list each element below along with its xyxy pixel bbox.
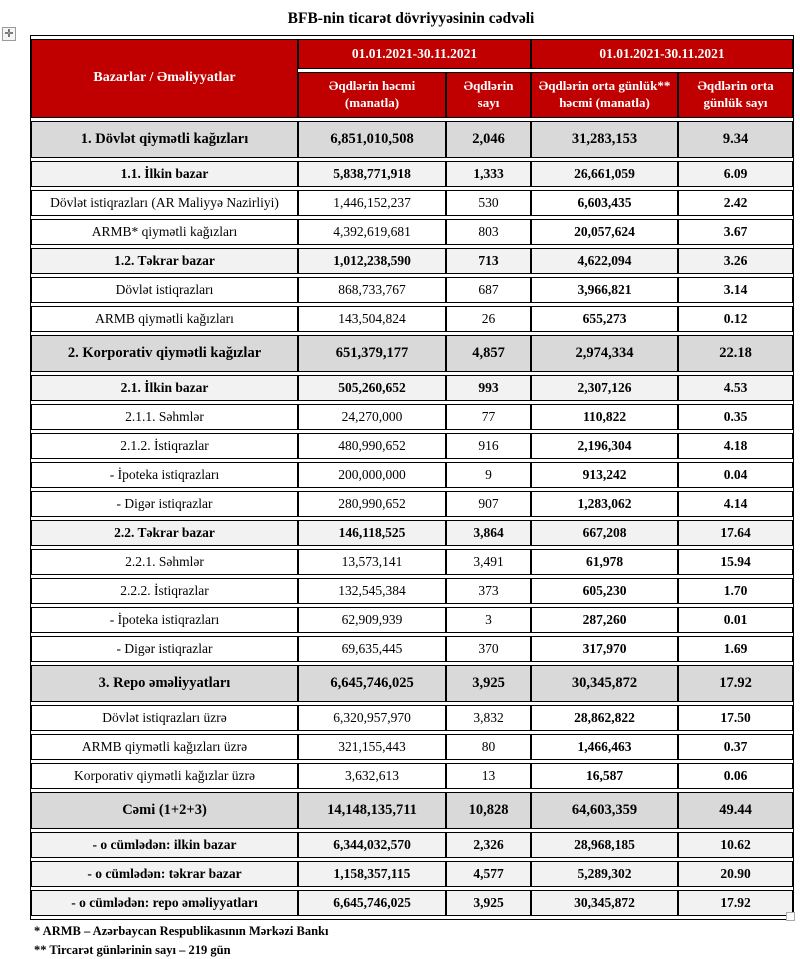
row-value: 20,057,624 xyxy=(531,219,678,245)
row-label: - Digər istiqrazlar xyxy=(31,636,298,662)
row-value: 28,968,185 xyxy=(531,832,678,858)
row-value: 0.37 xyxy=(678,734,793,760)
row-value: 4,622,094 xyxy=(531,248,678,274)
footnote-armb: * ARMB – Azərbaycan Respublikasının Mərkəzi Bankı xyxy=(34,923,329,938)
table-row xyxy=(31,549,793,575)
row-value: 370 xyxy=(446,636,531,662)
row-value: 77 xyxy=(446,404,531,430)
row-label: Dövlət istiqrazları xyxy=(31,277,298,303)
table-row xyxy=(31,462,793,488)
row-value: 4.18 xyxy=(678,433,793,459)
row-value: 14,148,135,711 xyxy=(298,792,446,829)
row-label: 2.1. İlkin bazar xyxy=(31,375,298,401)
period-header-cell: 01.01.2021-30.11.2021 xyxy=(531,39,793,69)
row-value: 6,603,435 xyxy=(531,190,678,216)
row-value: 5,838,771,918 xyxy=(298,161,446,187)
row-value: 28,862,822 xyxy=(531,705,678,731)
column-header-daily-count: Əqdlərin orta günlük sayı xyxy=(678,72,793,118)
row-value: 605,230 xyxy=(531,578,678,604)
row-label: - İpoteka istiqrazları xyxy=(31,462,298,488)
row-label: - Digər istiqrazlar xyxy=(31,491,298,517)
row-value: 6,645,746,025 xyxy=(298,665,446,702)
row-label: 2.2. Təkrar bazar xyxy=(31,520,298,546)
row-label: ARMB* qiymətli kağızları xyxy=(31,219,298,245)
table-resize-handle-icon[interactable] xyxy=(786,912,795,921)
row-label: 1.2. Təkrar bazar xyxy=(31,248,298,274)
row-value: 64,603,359 xyxy=(531,792,678,829)
table-row xyxy=(31,520,793,546)
row-value: 2,307,126 xyxy=(531,375,678,401)
row-label: 2.2.2. İstiqrazlar xyxy=(31,578,298,604)
row-value: 530 xyxy=(446,190,531,216)
row-value: 2,326 xyxy=(446,832,531,858)
row-value: 3,966,821 xyxy=(531,277,678,303)
row-label: Korporativ qiymətli kağızlar üzrə xyxy=(31,763,298,789)
row-value: 69,635,445 xyxy=(298,636,446,662)
row-value: 907 xyxy=(446,491,531,517)
row-value: 803 xyxy=(446,219,531,245)
row-value: 3.26 xyxy=(678,248,793,274)
table-row xyxy=(31,306,793,332)
table-row xyxy=(31,190,793,216)
row-value: 9.34 xyxy=(678,121,793,158)
trade-turnover-table xyxy=(30,35,794,920)
row-value: 30,345,872 xyxy=(531,890,678,916)
row-label: - İpoteka istiqrazları xyxy=(31,607,298,633)
table-row xyxy=(31,636,793,662)
table-row xyxy=(31,161,793,187)
row-value: 913,242 xyxy=(531,462,678,488)
table-row xyxy=(31,219,793,245)
table-row xyxy=(31,248,793,274)
table-row xyxy=(31,792,793,829)
row-value: 31,283,153 xyxy=(531,121,678,158)
row-value: 30,345,872 xyxy=(531,665,678,702)
row-value: 13,573,141 xyxy=(298,549,446,575)
row-value: 373 xyxy=(446,578,531,604)
row-value: 17.92 xyxy=(678,665,793,702)
row-value: 2.42 xyxy=(678,190,793,216)
row-value: 0.06 xyxy=(678,763,793,789)
row-value: 3,832 xyxy=(446,705,531,731)
row-label: - o cümlədən: repo əməliyyatları xyxy=(31,890,298,916)
row-value: 49.44 xyxy=(678,792,793,829)
row-value: 4.14 xyxy=(678,491,793,517)
row-value: 2,046 xyxy=(446,121,531,158)
row-label: Dövlət istiqrazları üzrə xyxy=(31,705,298,731)
row-label: 2.1.2. İstiqrazlar xyxy=(31,433,298,459)
footnotes xyxy=(34,922,800,959)
table-row xyxy=(31,277,793,303)
row-value: 6,344,032,570 xyxy=(298,832,446,858)
table-row xyxy=(31,433,793,459)
row-value: 0.35 xyxy=(678,404,793,430)
row-value: 0.04 xyxy=(678,462,793,488)
row-value: 0.01 xyxy=(678,607,793,633)
row-value: 15.94 xyxy=(678,549,793,575)
row-value: 2,196,304 xyxy=(531,433,678,459)
table-row xyxy=(31,734,793,760)
row-value: 200,000,000 xyxy=(298,462,446,488)
row-value: 22.18 xyxy=(678,335,793,372)
table-row xyxy=(31,861,793,887)
table-row xyxy=(31,491,793,517)
row-label: 3. Repo əməliyyatları xyxy=(31,665,298,702)
row-value: 62,909,939 xyxy=(298,607,446,633)
row-value: 6.09 xyxy=(678,161,793,187)
row-value: 146,118,525 xyxy=(298,520,446,546)
row-value: 6,851,010,508 xyxy=(298,121,446,158)
row-value: 1,158,357,115 xyxy=(298,861,446,887)
row-label: 2.1.1. Səhmlər xyxy=(31,404,298,430)
row-value: 4,577 xyxy=(446,861,531,887)
row-value: 655,273 xyxy=(531,306,678,332)
table-body xyxy=(31,121,793,916)
table-title: BFB-nin ticarət dövriyyəsinin cədvəli xyxy=(287,10,535,27)
row-value: 4.53 xyxy=(678,375,793,401)
row-value: 9 xyxy=(446,462,531,488)
row-value: 143,504,824 xyxy=(298,306,446,332)
row-value: 16,587 xyxy=(531,763,678,789)
row-value: 3.14 xyxy=(678,277,793,303)
row-label: 2.2.1. Səhmlər xyxy=(31,549,298,575)
table-row xyxy=(31,578,793,604)
table-row xyxy=(31,607,793,633)
row-value: 3,632,613 xyxy=(298,763,446,789)
row-value: 3 xyxy=(446,607,531,633)
row-value: 26,661,059 xyxy=(531,161,678,187)
row-value: 1,446,152,237 xyxy=(298,190,446,216)
period-header-cell: 01.01.2021-30.11.2021 xyxy=(298,39,531,69)
row-value: 110,822 xyxy=(531,404,678,430)
row-value: 17.64 xyxy=(678,520,793,546)
row-value: 17.50 xyxy=(678,705,793,731)
row-label: 2. Korporativ qiymətli kağızlar xyxy=(31,335,298,372)
row-value: 916 xyxy=(446,433,531,459)
row-value: 3,864 xyxy=(446,520,531,546)
row-value: 287,260 xyxy=(531,607,678,633)
row-value: 3.67 xyxy=(678,219,793,245)
row-value: 6,320,957,970 xyxy=(298,705,446,731)
row-value: 5,289,302 xyxy=(531,861,678,887)
row-value: 26 xyxy=(446,306,531,332)
corner-header-cell: Bazarlar / Əməliyyatlar xyxy=(31,39,298,118)
row-value: 317,970 xyxy=(531,636,678,662)
row-value: 505,260,652 xyxy=(298,375,446,401)
row-value: 24,270,000 xyxy=(298,404,446,430)
row-label: - o cümlədən: ilkin bazar xyxy=(31,832,298,858)
row-value: 667,208 xyxy=(531,520,678,546)
table-row xyxy=(31,832,793,858)
row-label: 1.1. İlkin bazar xyxy=(31,161,298,187)
row-value: 1,333 xyxy=(446,161,531,187)
table-move-handle-icon[interactable]: ✛ xyxy=(2,27,16,41)
row-value: 0.12 xyxy=(678,306,793,332)
row-value: 20.90 xyxy=(678,861,793,887)
column-header-volume: Əqdlərin həcmi (manatla) xyxy=(298,72,446,118)
table-row xyxy=(31,404,793,430)
row-value: 1,012,238,590 xyxy=(298,248,446,274)
row-value: 713 xyxy=(446,248,531,274)
row-value: 61,978 xyxy=(531,549,678,575)
table-row xyxy=(31,121,793,158)
row-value: 1.69 xyxy=(678,636,793,662)
row-value: 132,545,384 xyxy=(298,578,446,604)
row-label: Dövlət istiqrazları (AR Maliyyə Nazirliyi) xyxy=(31,190,298,216)
row-label: - o cümlədən: təkrar bazar xyxy=(31,861,298,887)
column-header-daily-volume: Əqdlərin orta günlük** həcmi (manatla) xyxy=(531,72,678,118)
row-value: 1,283,062 xyxy=(531,491,678,517)
table-row xyxy=(31,665,793,702)
row-label: 1. Dövlət qiymətli kağızları xyxy=(31,121,298,158)
row-value: 280,990,652 xyxy=(298,491,446,517)
row-value: 4,857 xyxy=(446,335,531,372)
row-value: 80 xyxy=(446,734,531,760)
table-row xyxy=(31,705,793,731)
row-value: 17.92 xyxy=(678,890,793,916)
row-value: 1.70 xyxy=(678,578,793,604)
row-value: 321,155,443 xyxy=(298,734,446,760)
row-value: 4,392,619,681 xyxy=(298,219,446,245)
row-value: 993 xyxy=(446,375,531,401)
column-header-count: Əqdlərin sayı xyxy=(446,72,531,118)
table-row xyxy=(31,763,793,789)
row-value: 10,828 xyxy=(446,792,531,829)
row-value: 3,925 xyxy=(446,665,531,702)
row-label: ARMB qiymətli kağızları xyxy=(31,306,298,332)
row-value: 651,379,177 xyxy=(298,335,446,372)
row-value: 6,645,746,025 xyxy=(298,890,446,916)
table-row xyxy=(31,890,793,916)
row-value: 2,974,334 xyxy=(531,335,678,372)
row-label: Cəmi (1+2+3) xyxy=(31,792,298,829)
table-header xyxy=(31,39,793,118)
row-value: 480,990,652 xyxy=(298,433,446,459)
row-value: 868,733,767 xyxy=(298,277,446,303)
footnote-trading-days: ** Tircarət günlərinin sayı – 219 gün xyxy=(34,943,231,958)
row-value: 10.62 xyxy=(678,832,793,858)
row-value: 687 xyxy=(446,277,531,303)
row-label: ARMB qiymətli kağızları üzrə xyxy=(31,734,298,760)
row-value: 3,925 xyxy=(446,890,531,916)
row-value: 3,491 xyxy=(446,549,531,575)
table-row xyxy=(31,335,793,372)
table-row xyxy=(31,375,793,401)
row-value: 1,466,463 xyxy=(531,734,678,760)
row-value: 13 xyxy=(446,763,531,789)
